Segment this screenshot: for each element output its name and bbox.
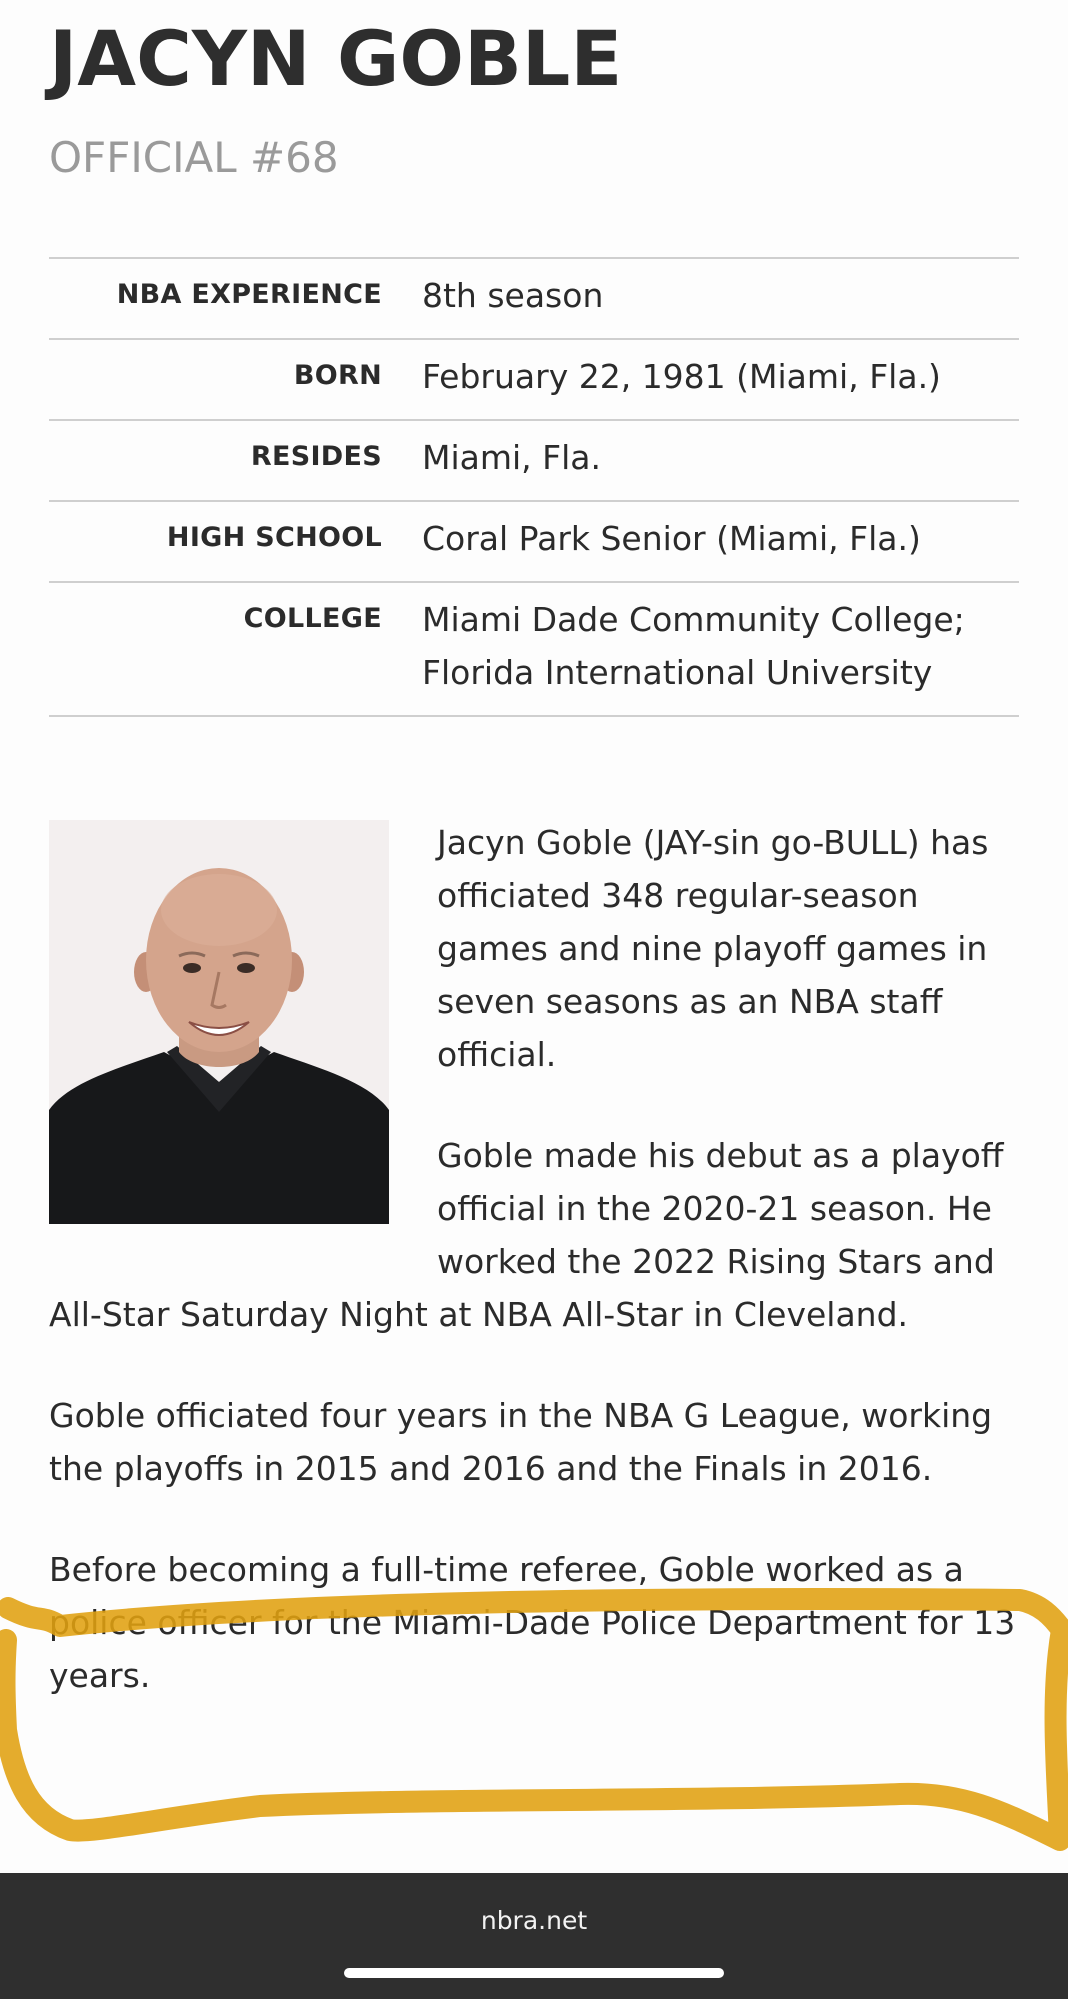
bio-paragraph: Jacyn Goble (JAY-sin go-BULL) has officiated 348 regular-season games and nine playoff games in seven seasons as an NBA staff official.: [437, 823, 989, 1074]
fact-label: NBA EXPERIENCE: [116, 279, 382, 310]
fact-label: BORN: [293, 360, 382, 391]
facts-table: [49, 257, 1019, 717]
official-photo: [49, 820, 389, 1224]
fact-value: Miami Dade Community College; Florida International University: [422, 600, 965, 692]
official-name: JACYN GOBLE: [49, 14, 623, 103]
fact-row-resides: [49, 421, 1019, 502]
fact-label: COLLEGE: [243, 603, 382, 634]
fact-value: Miami, Fla.: [422, 438, 602, 477]
headshot-image: [49, 820, 389, 1224]
official-number: OFFICIAL #68: [49, 133, 339, 182]
fact-label: RESIDES: [250, 441, 382, 472]
home-indicator[interactable]: [344, 1968, 724, 1978]
bio-paragraph: Goble made his debut as a playoff official in the 2020-21 season. He worked the 2022 Rising Stars and All-Star Saturday Night at NBA All-Star in Cleveland.: [49, 1136, 1004, 1334]
fact-row-college: [49, 583, 1019, 717]
fact-value: Coral Park Senior (Miami, Fla.): [422, 519, 921, 558]
bio-paragraph: Goble officiated four years in the NBA G League, working the playoffs in 2015 and 2016 and the Finals in 2016.: [49, 1396, 993, 1488]
fact-row-born: [49, 340, 1019, 421]
fact-row-high-school: [49, 502, 1019, 583]
fact-label: HIGH SCHOOL: [166, 522, 382, 553]
browser-bottom-bar: [0, 1873, 1068, 1999]
bio-paragraph-highlighted: Before becoming a full-time referee, Goble worked as a police officer for the Miami-Dade Police Department for 13 years.: [49, 1550, 1016, 1695]
fact-value: February 22, 1981 (Miami, Fla.): [422, 357, 941, 396]
bio-section: [49, 820, 1019, 1750]
url-label[interactable]: nbra.net: [480, 1906, 588, 1935]
fact-value: 8th season: [422, 276, 604, 315]
fact-row-experience: [49, 259, 1019, 340]
